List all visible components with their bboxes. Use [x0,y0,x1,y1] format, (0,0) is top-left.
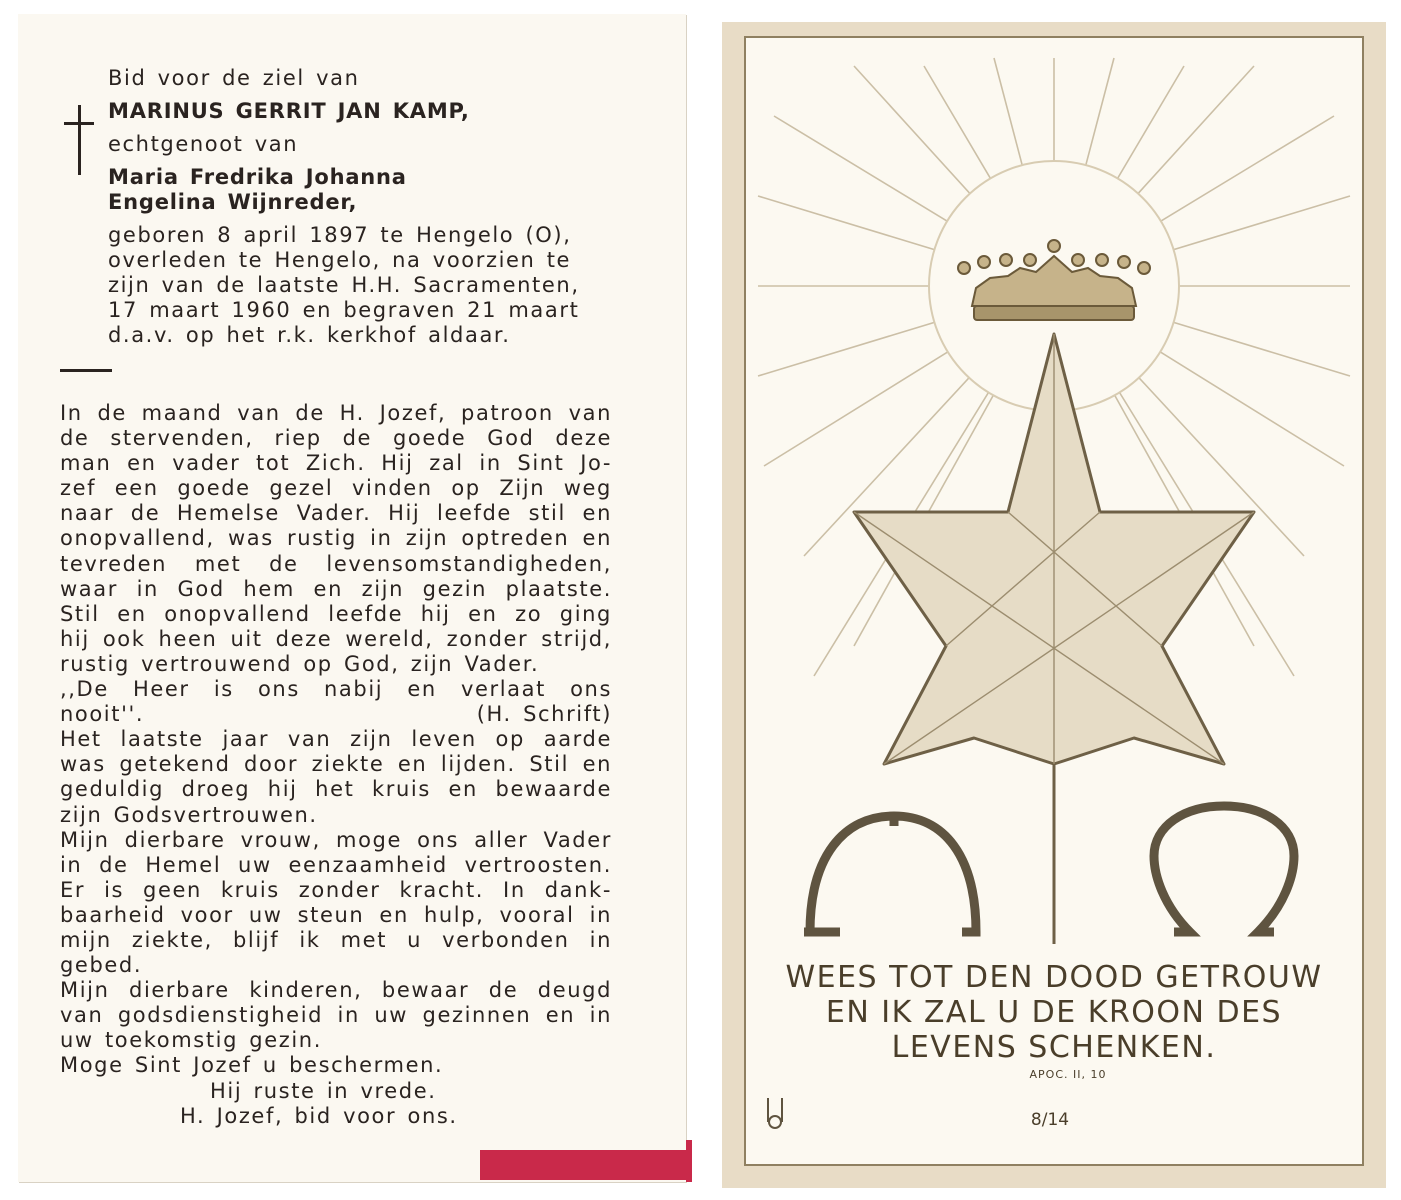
memorial-line: in de Hemel uw eenzaamheid vertroosten. [60,852,612,877]
memorial-line: uw toekomstig gezin. [60,1028,322,1053]
quote-end: nooit''. [60,702,145,727]
cross-icon [64,105,94,175]
star-icon [854,334,1254,764]
obituary-header [108,66,648,348]
rest-in-peace: Hij ruste in vrede. [210,1078,437,1103]
memorial-line: man en vader tot Zich. Hij zal in Sint Jo- [60,451,612,476]
spouse-name-line-2: Engelina Wijnreder, [108,190,358,214]
memorial-line: Mijn dierbare kinderen, bewaar de deugd [60,978,612,1003]
divider [60,369,112,372]
prayer-intro: Bid voor de ziel van [108,66,360,90]
memorial-line: mijn ziekte, blijf ik met u verbonden in [60,927,612,952]
memorial-line: gebed. [60,953,143,978]
memorial-text [60,401,612,1129]
deceased-name: MARINUS GERRIT JAN KAMP, [108,99,470,123]
spouse-name-line-1: Maria Fredrika Johanna [108,165,407,189]
star-crown-illustration [744,36,1364,956]
publisher-mark-icon [764,1096,786,1130]
memorial-line: de stervenden, riep de goede God deze [60,426,612,451]
memorial-line: onopvallend, was rustig in zijn optreden en [60,526,612,551]
motto-line: LEVENS SCHENKEN. [891,1030,1217,1065]
memorial-line: zef een goede gezel vinden op Zijn weg [60,476,612,501]
memorial-line: geduldig droeg hij het kruis en bewaarde [60,777,612,802]
closing-prayer: H. Jozef, bid voor ons. [180,1103,458,1128]
card-number: 8/14 [1030,1110,1070,1130]
memorial-line: Er is geen kruis zonder kracht. In dank- [60,877,612,902]
memorial-line: zijn Godsvertrouwen. [60,802,318,827]
memorial-line: Mijn dierbare vrouw, moge ons aller Vader [60,827,612,852]
memorial-line: rustig vertrouwend op God, zijn Vader. [60,651,540,676]
memorial-line: Stil en onopvallend leefde hij en zo ging [60,601,612,626]
red-card-edge-side [686,1140,692,1182]
memorial-line: waar in God hem en zijn gezin plaatste. [60,576,612,601]
death-line-3: 17 maart 1960 en begraven 21 maart [108,298,580,322]
memorial-line: naar de Hemelse Vader. Hij leefde stil en [60,501,612,526]
spouse-intro: echtgenoot van [108,132,299,156]
memorial-line: tevreden met de levensomstandigheden, [60,551,612,576]
death-line-1: overleden te Hengelo, na voorzien te [108,248,572,272]
birth-line: geboren 8 april 1897 te Hengelo (O), [108,223,572,247]
memorial-line: In de maand van de H. Jozef, patroon van [60,401,612,425]
scripture-quote: ,,De Heer is ons nabij en verlaat ons [60,677,612,702]
motto-line: EN IK ZAL U DE KROON DES [825,995,1283,1030]
memorial-line: van godsdienstigheid in uw gezinnen en in [60,1003,612,1028]
motto-line: WEES TOT DEN DOOD GETROUW [785,960,1323,995]
alpha-icon [810,816,976,932]
memorial-line: was getekend door ziekte en lijden. Stil en [60,752,612,777]
memorial-line: hij ook heen uit deze wereld, zonder strijd, [60,626,612,651]
motto [744,960,1364,1065]
burial-line: d.a.v. op het r.k. kerkhof aldaar. [108,323,511,347]
scripture-reference: APOC. II, 10 [1029,1068,1107,1081]
memorial-line: Moge Sint Jozef u beschermen. [60,1053,444,1078]
memorial-line: baarheid voor uw steun en hulp, vooral in [60,902,612,927]
omega-icon [1154,806,1294,932]
death-line-2: zijn van de laatste H.H. Sacramenten, [108,273,580,297]
left-card-text [0,0,668,1168]
memorial-line: Het laatste jaar van zijn leven op aarde [60,727,612,752]
scripture-quote-end [60,702,612,727]
quote-source: (H. Schrift) [476,702,612,727]
